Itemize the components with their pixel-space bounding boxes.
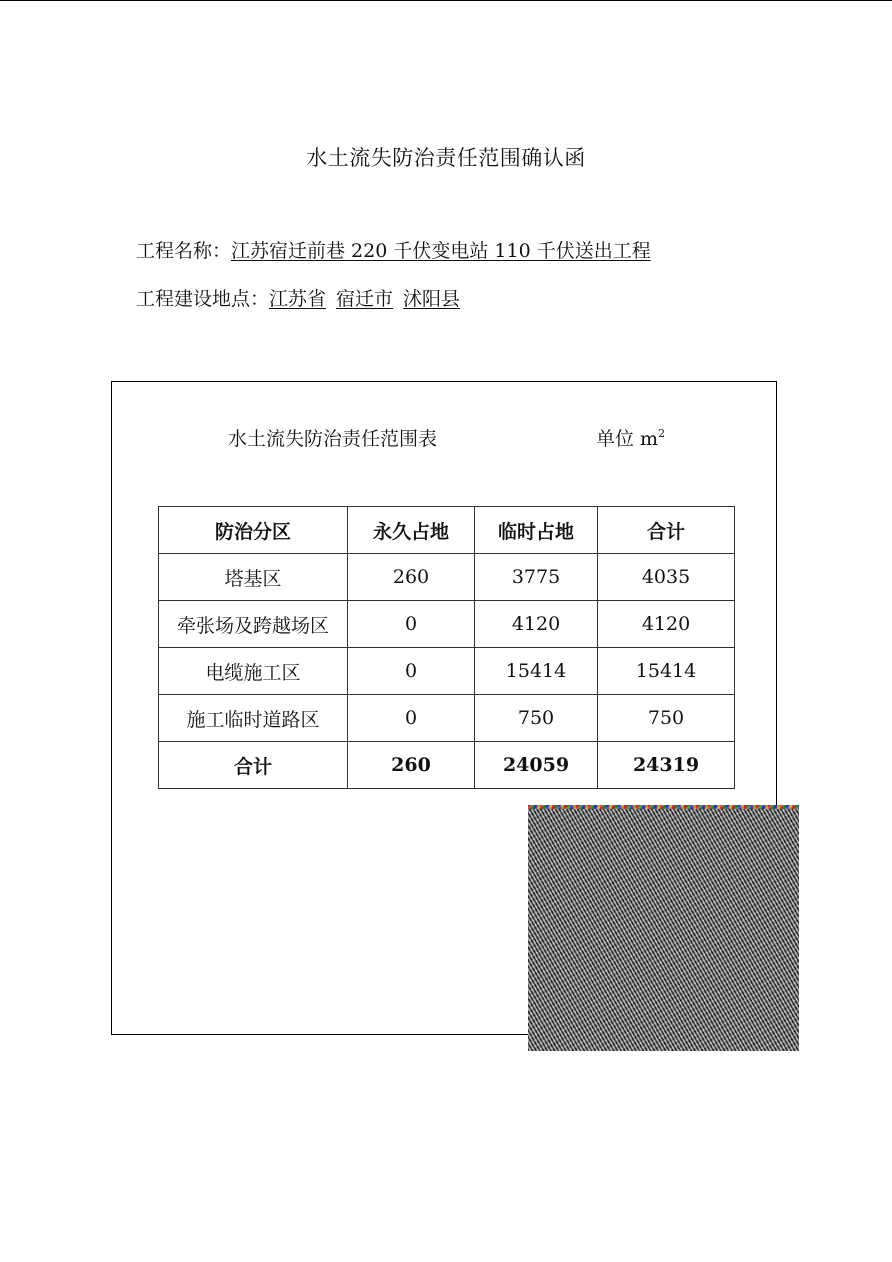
table-total-row	[159, 742, 735, 789]
cell-temporary: 750	[475, 695, 598, 742]
location-province: 江苏省	[269, 288, 327, 310]
top-border-line	[0, 0, 892, 1]
project-name-label: 工程名称：	[136, 240, 232, 262]
header-permanent-land: 永久占地	[348, 507, 475, 554]
cell-total: 15414	[598, 648, 735, 695]
project-location-line	[136, 284, 460, 311]
cell-permanent: 0	[348, 648, 475, 695]
table-row	[159, 601, 735, 648]
project-location-label: 工程建设地点：	[136, 288, 270, 310]
cell-permanent: 260	[348, 554, 475, 601]
header-temporary-land: 临时占地	[475, 507, 598, 554]
cell-total: 4120	[598, 601, 735, 648]
location-city: 宿迁市	[336, 288, 394, 310]
cell-permanent: 0	[348, 695, 475, 742]
cell-zone: 施工临时道路区	[159, 695, 348, 742]
unit-superscript: 2	[658, 427, 666, 440]
cell-zone: 塔基区	[159, 554, 348, 601]
cell-temporary: 15414	[475, 648, 598, 695]
total-sum: 24319	[598, 742, 735, 789]
table-row	[159, 648, 735, 695]
document-title: 水土流失防治责任范围确认函	[306, 146, 586, 170]
total-permanent: 260	[348, 742, 475, 789]
project-name-value: 江苏宿迁前巷 220 千伏变电站 110 千伏送出工程	[231, 240, 651, 262]
location-county: 沭阳县	[403, 288, 461, 310]
header-total: 合计	[598, 507, 735, 554]
cell-zone: 牵张场及跨越场区	[159, 601, 348, 648]
cell-permanent: 0	[348, 601, 475, 648]
redacted-seal-image	[528, 805, 799, 1051]
cell-total: 750	[598, 695, 735, 742]
table-row	[159, 554, 735, 601]
cell-zone: 电缆施工区	[159, 648, 348, 695]
project-name-line	[136, 236, 651, 263]
cell-total: 4035	[598, 554, 735, 601]
cell-temporary: 4120	[475, 601, 598, 648]
unit-label	[596, 424, 665, 451]
cell-temporary: 3775	[475, 554, 598, 601]
table-row	[159, 695, 735, 742]
total-label: 合计	[159, 742, 348, 789]
table-header-row	[159, 507, 735, 554]
unit-prefix: 单位 m	[596, 428, 659, 450]
total-temporary: 24059	[475, 742, 598, 789]
table-title: 水土流失防治责任范围表	[228, 428, 438, 450]
responsibility-scope-table	[158, 506, 735, 789]
header-zone: 防治分区	[159, 507, 348, 554]
